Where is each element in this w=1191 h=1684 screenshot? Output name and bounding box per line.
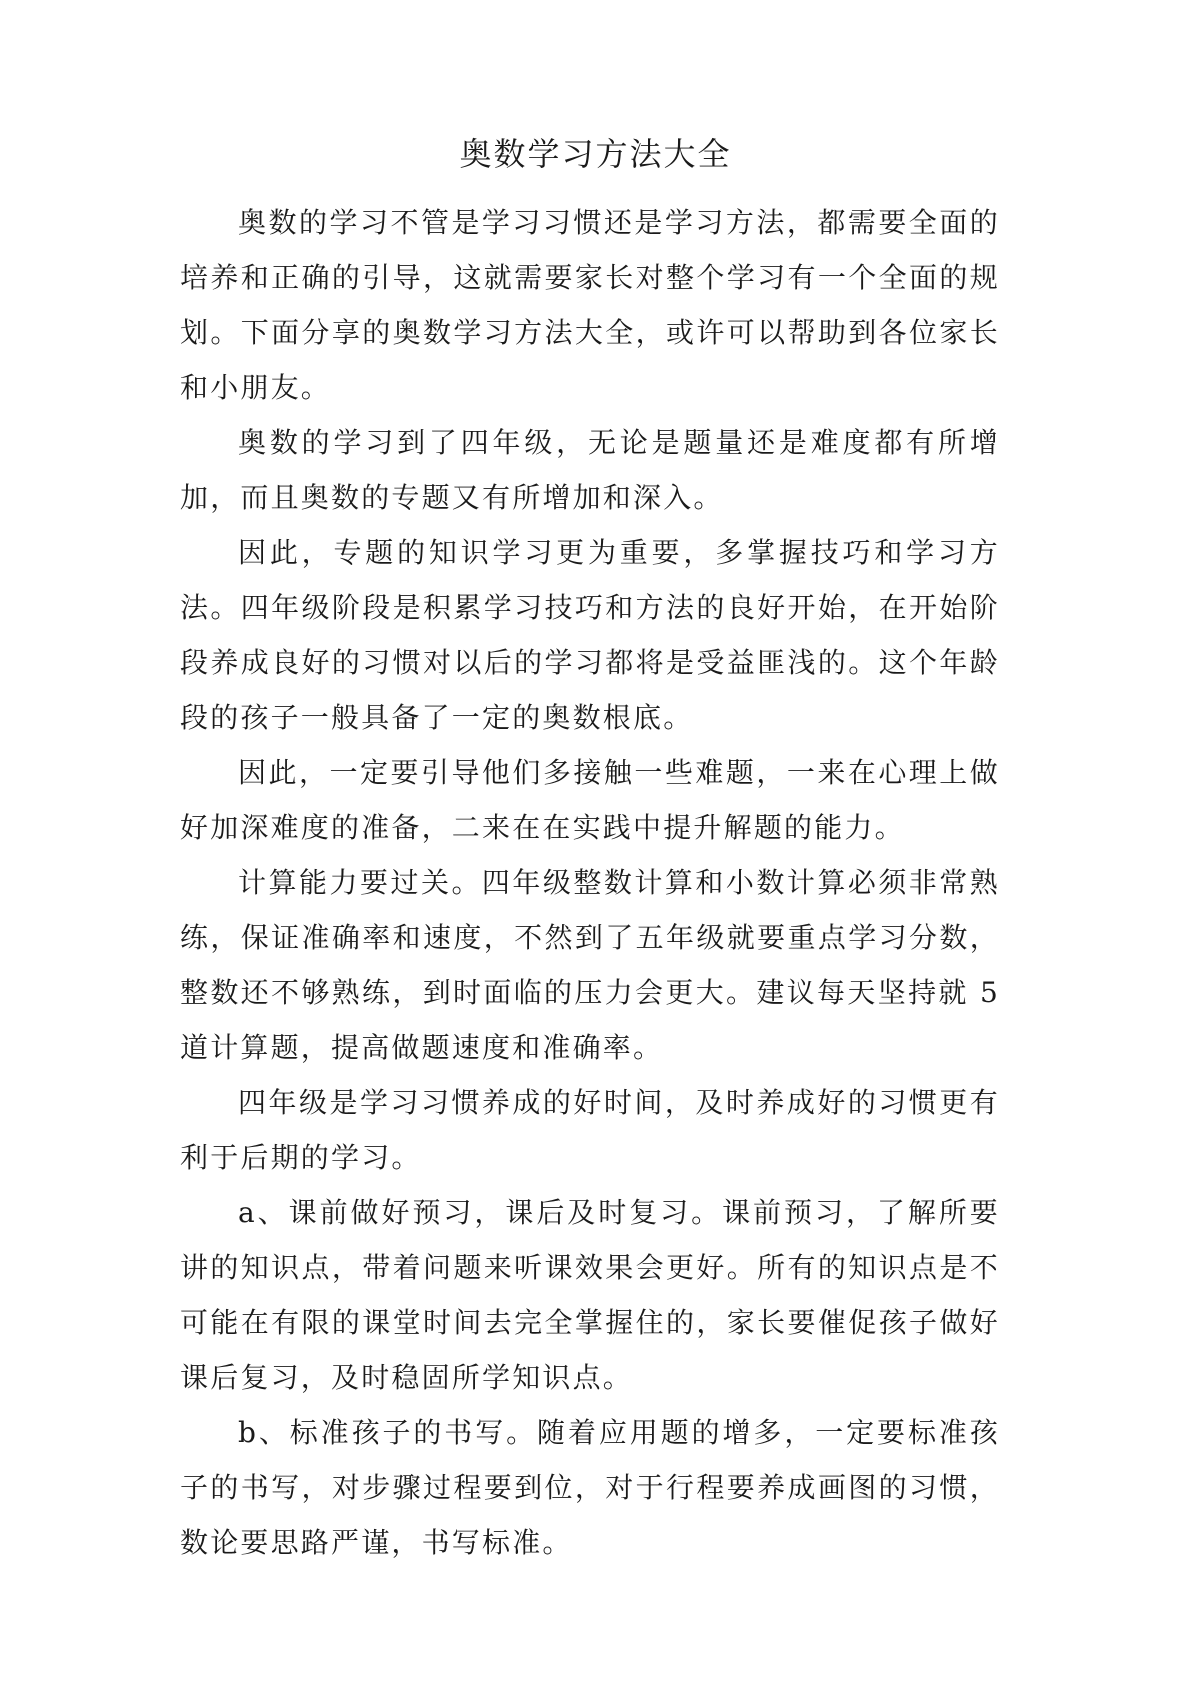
paragraph: 因此，一定要引导他们多接触一些难题，一来在心理上做好加深难度的准备，二来在在实践中提升解题的能力。 (180, 756, 1000, 844)
paragraph: 奥数的学习到了四年级，无论是题量还是难度都有所增加，而且奥数的专题又有所增加和深入。 (180, 426, 1000, 514)
paragraph: 四年级是学习习惯养成的好时间，及时养成好的习惯更有利于后期的学习。 (180, 1086, 1000, 1174)
paragraph: b、标准孩子的书写。随着应用题的增多，一定要标准孩子的书写，对步骤过程要到位，对于行程要养成画图的习惯，数论要思路严谨，书写标准。 (180, 1416, 1000, 1559)
document-title: 奥数学习方法大全 (459, 135, 732, 173)
document-body (180, 195, 1000, 1570)
paragraph: 因此，专题的知识学习更为重要，多掌握技巧和学习方法。四年级阶段是积累学习技巧和方法的良好开始，在开始阶段养成良好的习惯对以后的学习都将是受益匪浅的。这个年龄段的孩子一般具备了一定的奥数根底。 (180, 536, 1000, 734)
paragraph: 奥数的学习不管是学习习惯还是学习方法，都需要全面的培养和正确的引导，这就需要家长对整个学习有一个全面的规划。下面分享的奥数学习方法大全，或许可以帮助到各位家长和小朋友。 (180, 206, 1000, 404)
paragraph: a、课前做好预习，课后及时复习。课前预习，了解所要讲的知识点，带着问题来听课效果会更好。所有的知识点是不可能在有限的课堂时间去完全掌握住的，家长要催促孩子做好课后复习，及时稳固所学知识点。 (180, 1196, 1000, 1394)
paragraph: 计算能力要过关。四年级整数计算和小数计算必须非常熟练，保证准确率和速度，不然到了五年级就要重点学习分数，整数还不够熟练，到时面临的压力会更大。建议每天坚持就 5 道计算题，提高做题速度和准确率。 (180, 866, 1000, 1064)
